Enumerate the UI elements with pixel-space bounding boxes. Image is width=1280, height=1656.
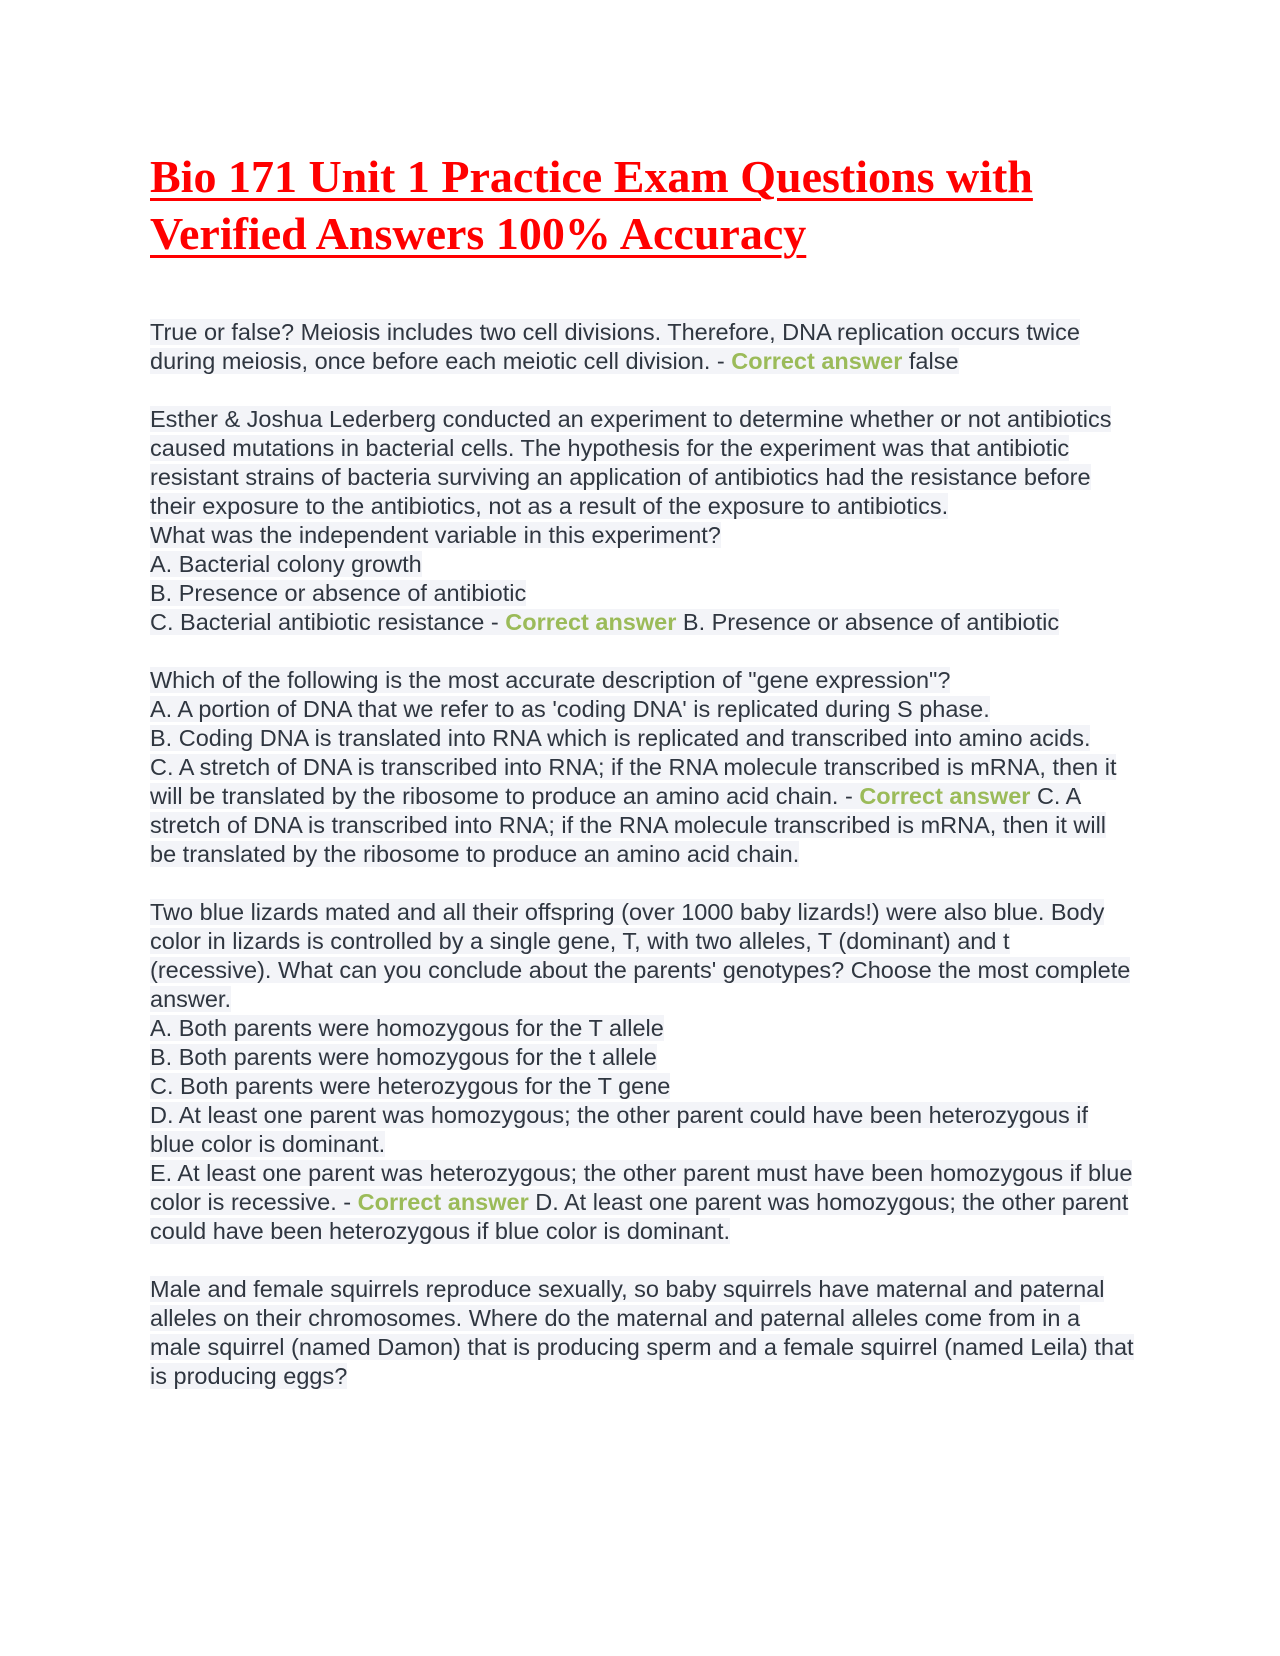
answer-text: false — [902, 348, 959, 374]
question-text: True or false? Meiosis includes two cell divisions. Therefore, DNA replication occurs twice during meiosis, once before each meiotic cell division. - — [150, 319, 1080, 374]
correct-answer-label: Correct answer — [859, 783, 1031, 809]
answer-text: B. Presence or absence of antibiotic — [676, 609, 1060, 635]
qa-list — [150, 318, 1135, 1391]
answer-text: C. A stretch of DNA is transcribed into RNA; if the RNA molecule transcribed is mRNA, then it will be translated by the ribosome to produce an amino acid chain. — [150, 783, 1107, 867]
correct-answer-label: Correct answer — [357, 1189, 529, 1215]
document-title: Bio 171 Unit 1 Practice Exam Questions with Verified Answers 100% Accuracy — [150, 151, 1033, 259]
question-text: Esther & Joshua Lederberg conducted an experiment to determine whether or not antibiotics caused mutations in bacterial cells. The hypothesis for the experiment was that antibiotic resistant strains of bacteria surviving an application of antibiotics had the resistance before their exposure to the antibiotics, not as a result of the exposure to antibiotics. What was the independent variable in this experiment? A. Bacterial colony growth B. Presence or absence of antibiotic C. Bacterial antibiotic resistance - — [150, 406, 1112, 635]
qa-item — [150, 318, 1135, 376]
correct-answer-label: Correct answer — [731, 348, 903, 374]
question-text: Male and female squirrels reproduce sexually, so baby squirrels have maternal and paternal alleles on their chromosomes. Where do the maternal and paternal alleles come from in a male squirrel (named Damon) that is producing sperm and a female squirrel (named Leila) that is producing eggs? — [150, 1276, 1134, 1389]
correct-answer-label: Correct answer — [505, 609, 677, 635]
question-text: Which of the following is the most accurate description of "gene expression"? A. A portion of DNA that we refer to as 'coding DNA' is replicated during S phase. B. Coding DNA is translated into RNA which is replicated and transcribed into amino acids. C. A stretch of DNA is transcribed into RNA; if the RNA molecule transcribed is mRNA, then it will be translated by the ribosome to produce an amino acid chain. - — [150, 667, 1117, 809]
answer-text: D. At least one parent was homozygous; the other parent could have been heterozygous if blue color is dominant. — [150, 1189, 1129, 1244]
question-text: Two blue lizards mated and all their offspring (over 1000 baby lizards!) were also blue. Body color in lizards is controlled by a single gene, T, with two alleles, T (dominant) and t (recessive). What can you conclude about the parents' genotypes? Choose the most complete answer. A. Both parents were homozygous for the T allele B. Both parents were homozygous for the t allele C. Both parents were heterozygous for the T gene D. At least one parent was homozygous; the other parent could have been heterozygous if blue color is dominant. E. At least one parent was heterozygous; the other parent must have been homozygous if blue color is recessive. - — [150, 899, 1133, 1215]
qa-item — [150, 898, 1135, 1246]
qa-item — [150, 405, 1135, 637]
qa-item — [150, 666, 1135, 869]
qa-item — [150, 1275, 1135, 1391]
document-page — [150, 148, 1135, 1420]
